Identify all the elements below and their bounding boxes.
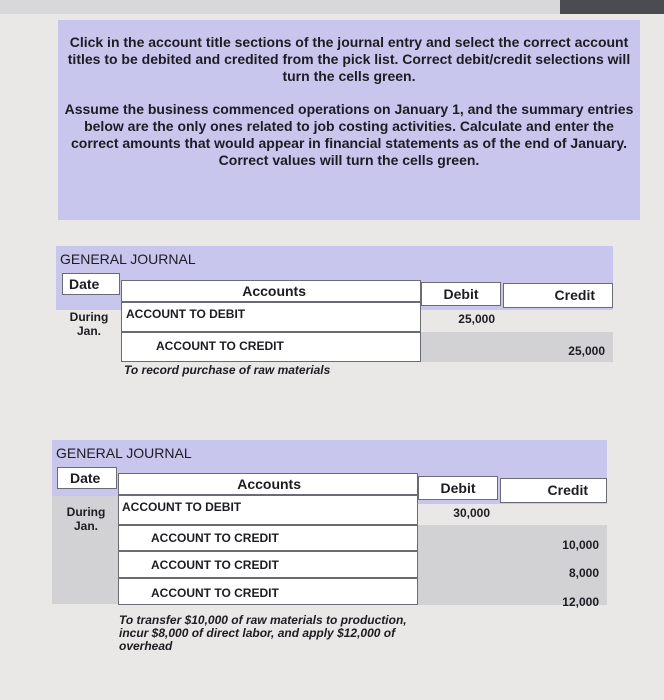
journal-1-account-credit-label: ACCOUNT TO CREDIT	[156, 339, 284, 353]
journal-1-date-header: Date	[62, 273, 120, 295]
instructions-box	[58, 20, 640, 220]
journal-2-date-line1: During	[66, 505, 106, 519]
journal-1-date-line1: During	[69, 310, 109, 324]
journal-1-account-debit-cell[interactable]	[121, 302, 421, 332]
journal-2-credit-header: Credit	[500, 478, 607, 503]
top-bar-highlight	[0, 0, 560, 14]
journal-2-credit-amount-1[interactable]: 10,000	[562, 538, 599, 552]
journal-1-account-credit-cell[interactable]	[121, 332, 421, 362]
journal-1-debit-header: Debit	[421, 282, 501, 306]
journal-1-date-line2: Jan.	[76, 324, 101, 338]
journal-2-date-cell	[58, 505, 114, 533]
journal-2-account-debit-label: ACCOUNT TO DEBIT	[122, 500, 242, 514]
journal-2-account-debit-cell[interactable]	[118, 495, 418, 525]
journal-1-credit-amount-1[interactable]: 25,000	[568, 344, 605, 358]
journal-1-credit-header: Credit	[503, 283, 613, 308]
journal-2-account-credit-cell-2[interactable]	[118, 551, 418, 578]
instructions-paragraph-1: Click in the account title sections of the journal entry and select the correct account titles to be debited and credited from the pick list. Correct debit/credit selections will turn the cells green.	[67, 34, 631, 84]
journal-2-account-credit-label-1: ACCOUNT TO CREDIT	[151, 531, 279, 545]
journal-2-title: GENERAL JOURNAL	[52, 440, 607, 466]
journal-2-debit-amount-1[interactable]: 30,000	[453, 506, 490, 520]
top-bar	[0, 0, 664, 14]
journal-1-date-cell	[64, 310, 114, 338]
journal-2-date-header: Date	[57, 467, 117, 489]
journal-2-credit-amount-2[interactable]: 8,000	[568, 566, 599, 580]
journal-2-account-credit-cell-3[interactable]	[118, 578, 418, 605]
instructions-paragraph-2: Assume the business commenced operations on January 1, and the summary entries below are the only ones related to job costing activities. Calculate and enter the correct amounts that would appear in financial statements as of the end of January. Correct values will turn the cells green.	[64, 101, 634, 168]
journal-1-debit-amount-1[interactable]: 25,000	[458, 312, 495, 326]
journal-2-account-credit-cell-1[interactable]	[118, 525, 418, 551]
journal-2-account-credit-label-2: ACCOUNT TO CREDIT	[151, 558, 279, 572]
journal-2-debit-header: Debit	[418, 476, 498, 500]
journal-1-account-debit-label: ACCOUNT TO DEBIT	[126, 307, 246, 321]
journal-2-note: To transfer $10,000 of raw materials to production, incur $8,000 of direct labor, and apply $12,000 of overhead	[119, 613, 407, 653]
journal-1-note: To record purchase of raw materials	[124, 363, 331, 377]
journal-1-accounts-header: Accounts	[121, 280, 421, 302]
journal-2-credit-amount-3[interactable]: 12,000	[562, 595, 599, 609]
journal-2-date-line2: Jan.	[73, 519, 98, 533]
journal-2-account-credit-label-3: ACCOUNT TO CREDIT	[151, 586, 279, 600]
journal-2-accounts-header: Accounts	[118, 473, 418, 495]
journal-1-title: GENERAL JOURNAL	[56, 246, 613, 272]
